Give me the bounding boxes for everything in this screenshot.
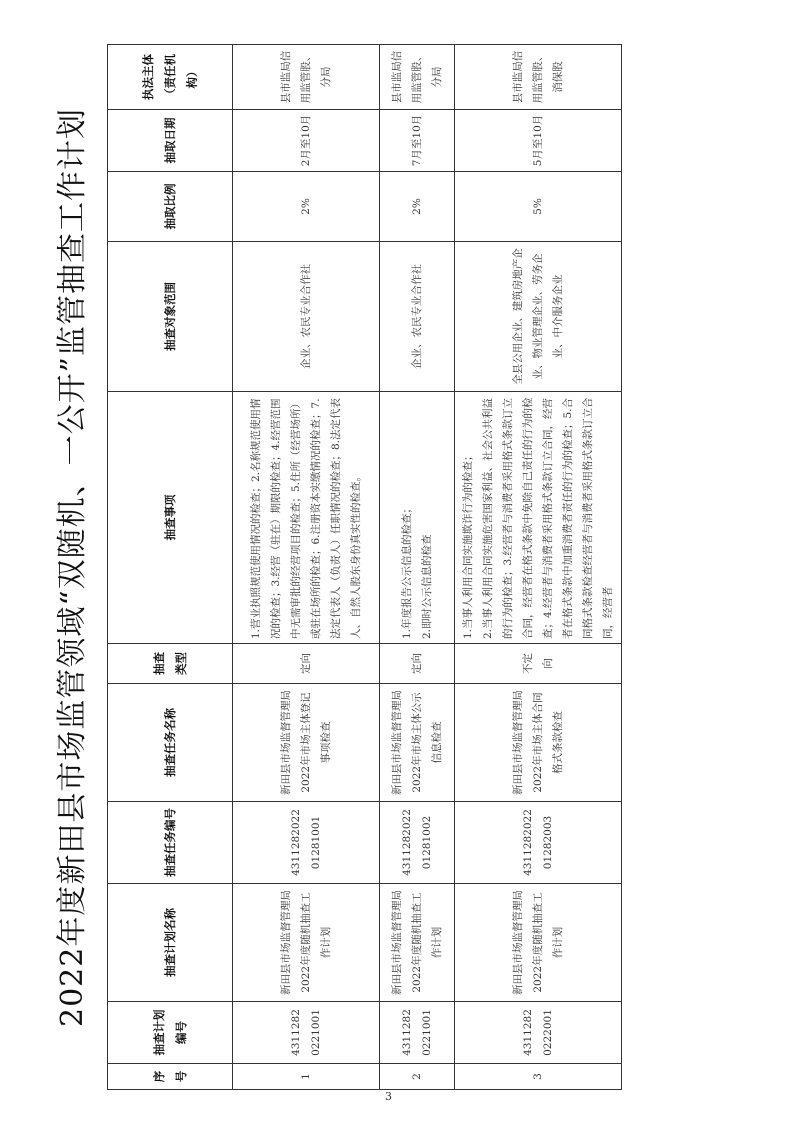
cell-plan-no: 43112820221001 (380, 1002, 455, 1064)
cell-items (380, 392, 455, 644)
header-plan-name: 抽查计划名称 (108, 884, 233, 1002)
item-line: 1.营业执照规范使用情况的检查；2.名称规范使用情况的检查；3.经营（驻在）期限的检查；4.经营范围中无需审批的经营项目的检查；5.住所（经营场所）或驻在场所的检查；6.注册资本实缴情况的检查；7.法定代表人（负责人）任职情况的检查；8.法定代表人、自然人股东身份真实性的检查。 (250, 397, 362, 639)
cell-type: 定向 (233, 644, 380, 684)
header-task-no: 抽查任务编号 (108, 802, 233, 884)
cell-task-no: 431128202201282003 (455, 802, 622, 884)
cell-ratio: 2% (380, 172, 455, 242)
table-row (455, 45, 622, 1090)
cell-scope: 企业、农民专业合作社 (233, 242, 380, 392)
item-line: 1.当事人利用合同实施欺诈行为的检查； (462, 450, 474, 639)
table-row (380, 45, 455, 1090)
header-task-name: 抽查任务名称 (108, 684, 233, 802)
inspection-plan-table (107, 44, 622, 1090)
cell-seq: 1 (233, 1064, 380, 1090)
cell-task-name: 新田县市场监督管理局2022年市场主体登记事项检查 (233, 684, 380, 802)
cell-date: 7月至10月 (380, 110, 455, 172)
cell-subject: 县市监局信用监管股、分局 (233, 45, 380, 110)
header-ratio: 抽取比例 (108, 172, 233, 242)
cell-task-name: 新田县市场监督管理局2022年市场主体合同格式条款检查 (455, 684, 622, 802)
cell-items (233, 392, 380, 644)
header-scope: 抽查对象范围 (108, 242, 233, 392)
cell-date: 2月至10月 (233, 110, 380, 172)
cell-plan-no: 43112820222001 (455, 1002, 622, 1064)
cell-task-name: 新田县市场监督管理局2022年市场主体公示信息检查 (380, 684, 455, 802)
cell-plan-name: 新田县市场监督管理局2022年度随机抽查工作计划 (233, 884, 380, 1002)
cell-scope: 企业、农民专业合作社 (380, 242, 455, 392)
cell-subject: 县市监局信用监管股、分局 (380, 45, 455, 110)
cell-type: 定向 (380, 644, 455, 684)
cell-plan-name: 新田县市场监督管理局2022年度随机抽查工作计划 (455, 884, 622, 1002)
cell-task-no: 431128202201281002 (380, 802, 455, 884)
cell-ratio: 2% (233, 172, 380, 242)
cell-items (455, 392, 622, 644)
header-seq: 序号 (108, 1064, 233, 1090)
cell-date: 5月至10月 (455, 110, 622, 172)
header-type: 抽查类型 (108, 644, 233, 684)
cell-task-no: 431128202201281001 (233, 802, 380, 884)
cell-scope: 全县公用企业、建筑房地产企业、物业管理企业、劳务企业、中介服务企业 (455, 242, 622, 392)
cell-type: 不定向 (455, 644, 622, 684)
rotated-landscape-content (45, 45, 725, 1090)
header-date: 抽取日期 (108, 110, 233, 172)
item-line: 2.即时公示信息的检查 (421, 534, 433, 639)
header-items: 抽查事项 (108, 392, 233, 644)
header-plan-no: 抽查计划编号 (108, 1002, 233, 1064)
table-row (233, 45, 380, 1090)
item-line: 2.当事人利用合同实施危害国家利益、社会公共利益的行为的检查；3.经营者与消费者采用格式条款订立合同，经营者在格式条款中免除自己责任的行为的检查；4.经营者与消费者采用格式条款订立合同，经营者在格式条款中加重消费者责任的行为的检查；5.合同格式条款检查经营者与消费者采用格式条款订立合同，经营者 (482, 397, 614, 639)
page-number: 3 (385, 1090, 392, 1103)
cell-seq: 2 (380, 1064, 455, 1090)
header-subject: 执法主体（责任机构） (108, 45, 233, 110)
header-row (108, 45, 233, 1090)
cell-plan-no: 43112820221001 (233, 1002, 380, 1064)
page-title: 2022年度新田县市场监管领域“双随机、一公开”监管抽查工作计划 (55, 107, 90, 1028)
item-line: 1.年度报告公示信息的检查； (401, 502, 413, 639)
cell-ratio: 5% (455, 172, 622, 242)
cell-seq: 3 (455, 1064, 622, 1090)
cell-subject: 县市监局信用监管股、消保股 (455, 45, 622, 110)
cell-plan-name: 新田县市场监督管理局2022年度随机抽查工作计划 (380, 884, 455, 1002)
